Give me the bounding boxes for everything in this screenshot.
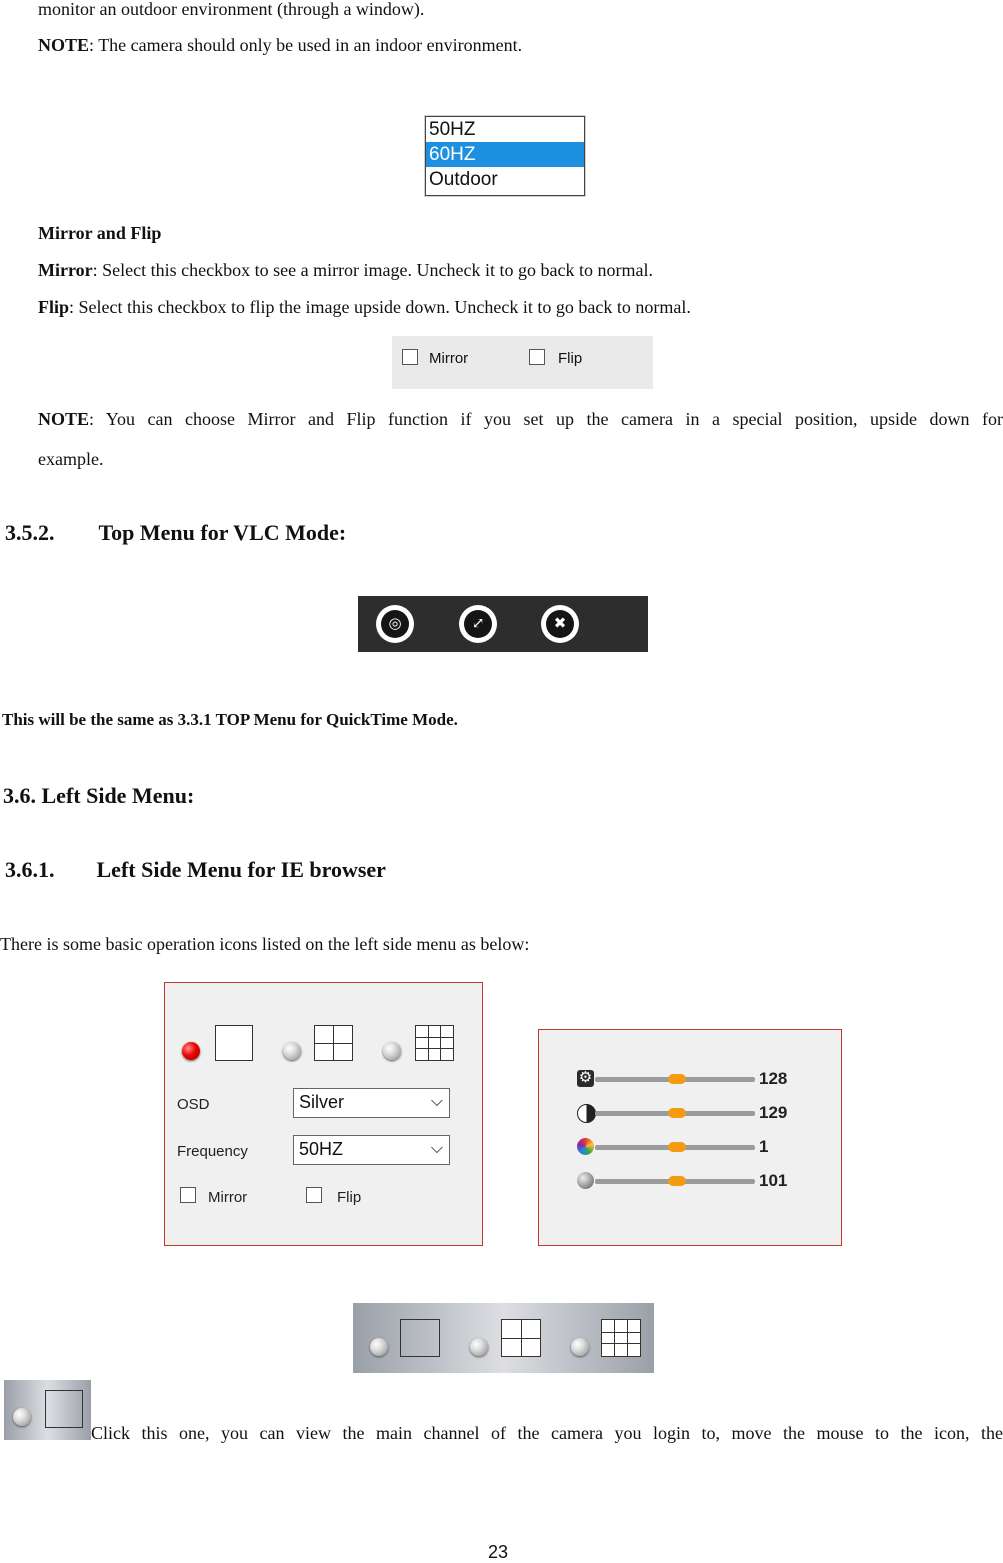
flip-checkbox[interactable] bbox=[529, 349, 545, 365]
single-view-description: Click this one, you can view the main channel of the camera you login to, move the mouse to the icon, the bbox=[91, 1423, 1003, 1443]
layout-radio-1[interactable] bbox=[182, 1042, 200, 1060]
quad-view-icon bbox=[501, 1319, 541, 1357]
color-wheel-icon bbox=[577, 1138, 594, 1155]
mirror-flip-strip bbox=[392, 336, 653, 389]
osd-label: OSD bbox=[177, 1096, 210, 1113]
flip-checkbox-label: Flip bbox=[558, 350, 583, 367]
slider-knob[interactable] bbox=[668, 1142, 686, 1152]
layout-radio-4[interactable] bbox=[283, 1042, 301, 1060]
snapshot-button[interactable] bbox=[376, 605, 414, 643]
note2-label: NOTE bbox=[38, 409, 90, 429]
mirror-checkbox-label: Mirror bbox=[429, 350, 469, 367]
note2-text-cont: example. bbox=[38, 449, 104, 469]
image-adjust-panel bbox=[538, 1029, 842, 1246]
section-heading-36: 3.6. Left Side Menu: bbox=[3, 783, 195, 808]
frequency-select[interactable] bbox=[293, 1135, 450, 1165]
gear-icon: ⚙ bbox=[578, 1070, 593, 1086]
snapshot-icon: ◎ bbox=[381, 610, 409, 638]
layout-radio-9[interactable] bbox=[383, 1042, 401, 1060]
nine-view-icon bbox=[601, 1319, 641, 1357]
fullscreen-button[interactable] bbox=[459, 605, 497, 643]
slider-knob[interactable] bbox=[668, 1176, 686, 1186]
note-label: NOTE bbox=[38, 35, 90, 55]
exit-fullscreen-button[interactable] bbox=[541, 605, 579, 643]
section-number: 3.6.1. bbox=[5, 857, 55, 882]
hue-icon bbox=[577, 1172, 594, 1189]
page-number: 23 bbox=[488, 1542, 509, 1562]
mirror-checkbox[interactable] bbox=[402, 349, 418, 365]
note-mirror-flip bbox=[38, 408, 1003, 430]
slider-value: 128 bbox=[759, 1069, 788, 1088]
flip-checkbox[interactable] bbox=[306, 1187, 322, 1203]
layout-radio-icon bbox=[13, 1408, 31, 1426]
body-text-outdoor: monitor an outdoor environment (through a window). bbox=[38, 0, 425, 19]
section-title: Top Menu for VLC Mode: bbox=[98, 520, 347, 545]
slider-knob[interactable] bbox=[668, 1074, 686, 1084]
flip-term: Flip bbox=[38, 297, 70, 317]
layout-radio-4[interactable] bbox=[470, 1338, 488, 1356]
fullscreen-icon: ⤢ bbox=[464, 610, 492, 638]
mirror-desc-text: : Select this checkbox to see a mirror image. Uncheck it to go back to normal. bbox=[92, 260, 653, 280]
note-indoor bbox=[38, 34, 522, 56]
chevron-down-icon: ⌵ bbox=[430, 1093, 443, 1110]
mirror-flip-heading: Mirror and Flip bbox=[38, 223, 162, 243]
left-side-settings-panel bbox=[164, 982, 483, 1246]
nine-view-icon bbox=[415, 1025, 454, 1061]
frequency-label: Frequency bbox=[177, 1143, 248, 1160]
single-view-icon bbox=[45, 1390, 83, 1428]
quad-view-icon bbox=[314, 1025, 353, 1061]
mirror-checkbox-label: Mirror bbox=[208, 1189, 248, 1206]
left-menu-intro: There is some basic operation icons listed on the left side menu as below: bbox=[0, 934, 530, 954]
mirror-term: Mirror bbox=[38, 260, 93, 280]
exit-fullscreen-icon: ✖ bbox=[546, 610, 574, 638]
osd-select-value: Silver bbox=[299, 1092, 345, 1112]
slider-knob[interactable] bbox=[668, 1108, 686, 1118]
layout-selector-strip bbox=[353, 1303, 654, 1373]
frequency-select-value: 50HZ bbox=[299, 1139, 344, 1159]
layout-radio-1[interactable] bbox=[370, 1338, 388, 1356]
flip-desc-text: : Select this checkbox to flip the image upside down. Uncheck it to go back to normal. bbox=[69, 297, 691, 317]
note-text: : The camera should only be used in an indoor environment. bbox=[89, 35, 523, 55]
slider-value: 1 bbox=[759, 1137, 769, 1156]
flip-checkbox-label: Flip bbox=[337, 1189, 362, 1206]
section-heading-352 bbox=[5, 520, 346, 546]
frequency-option-outdoor[interactable]: Outdoor bbox=[429, 169, 498, 190]
chevron-down-icon: ⌵ bbox=[430, 1140, 443, 1157]
section-number: 3.5.2. bbox=[5, 520, 55, 545]
same-as-note: This will be the same as 3.3.1 TOP Menu for QuickTime Mode. bbox=[2, 710, 458, 729]
note2-text: : You can choose Mirror and Flip function if you set up the camera in a special position, upside down for bbox=[89, 409, 1003, 429]
mirror-description bbox=[38, 259, 653, 281]
frequency-option-50hz[interactable]: 50HZ bbox=[429, 119, 476, 140]
layout-radio-9[interactable] bbox=[571, 1338, 589, 1356]
frequency-dropdown-list[interactable] bbox=[425, 116, 585, 196]
single-view-inline-icon[interactable] bbox=[4, 1380, 91, 1440]
single-view-icon bbox=[215, 1025, 253, 1061]
section-title: Left Side Menu for IE browser bbox=[96, 857, 386, 882]
slider-value: 101 bbox=[759, 1171, 788, 1190]
flip-description bbox=[38, 296, 691, 318]
frequency-option-60hz[interactable]: 60HZ bbox=[426, 142, 584, 167]
osd-select[interactable] bbox=[293, 1088, 450, 1118]
section-heading-361 bbox=[5, 857, 386, 883]
slider-value: 129 bbox=[759, 1103, 788, 1122]
mirror-checkbox[interactable] bbox=[180, 1187, 196, 1203]
contrast-icon bbox=[577, 1104, 596, 1123]
vlc-top-menu-bar bbox=[358, 596, 648, 652]
single-view-icon bbox=[400, 1319, 440, 1357]
